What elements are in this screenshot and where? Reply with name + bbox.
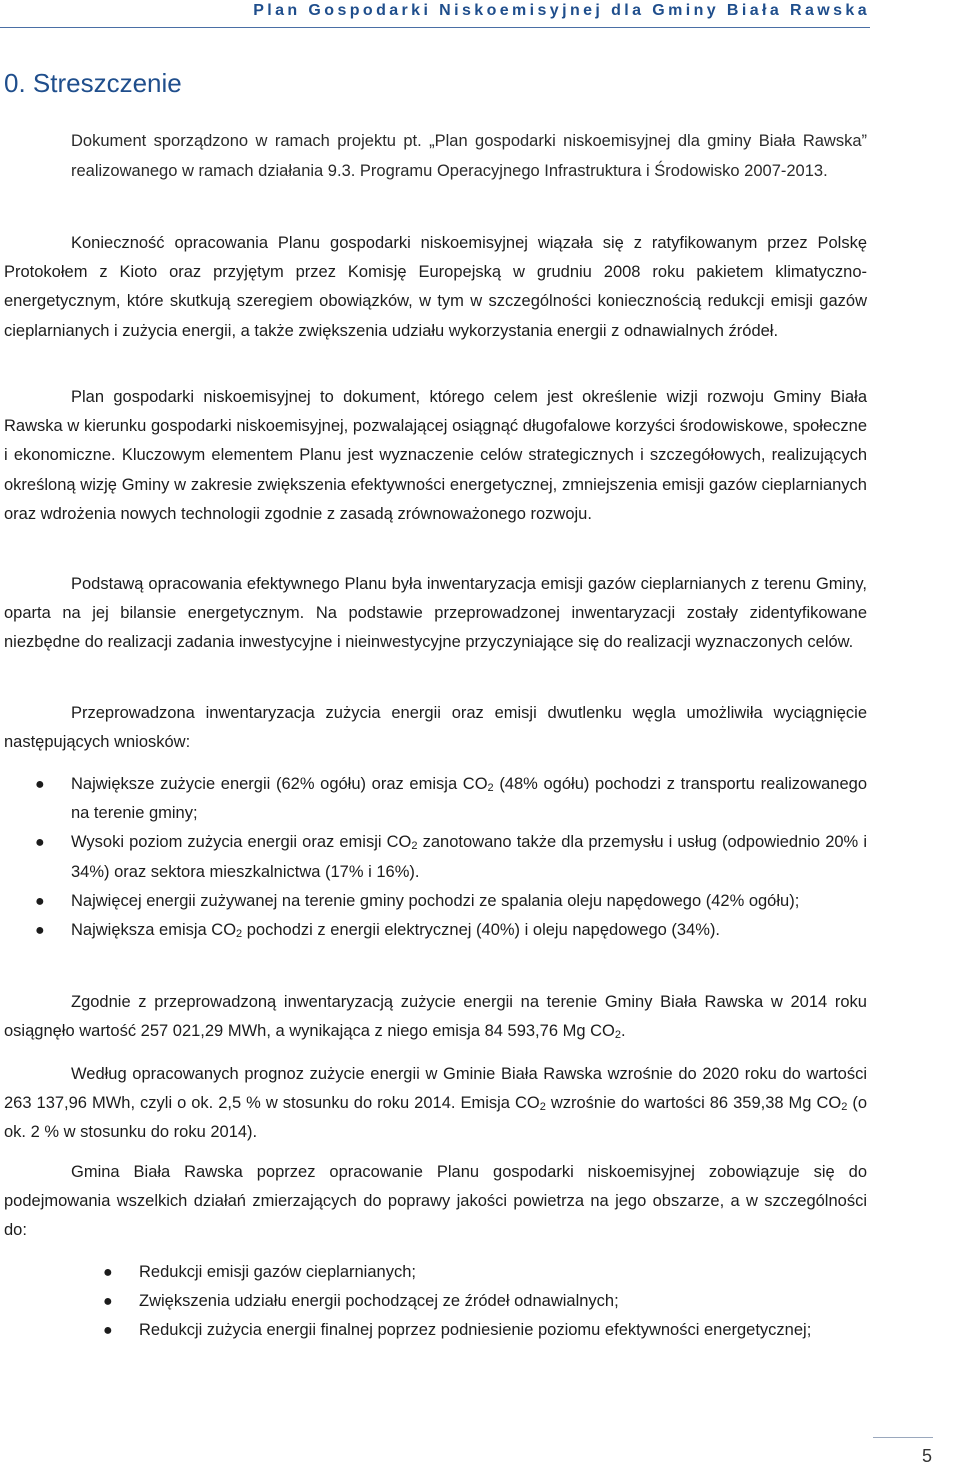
list-item: ● Wysoki poziom zużycia energii oraz emisji $CO_2$ zanotowano także dla przemysłu i usług (odpowiednio 20% i 34%) oraz sektora mieszkalnictwa (17% i 16%).	[71, 828, 867, 886]
list-item: ● Redukcji emisji gazów cieplarnianych;	[139, 1258, 867, 1287]
bullet-icon: ●	[35, 834, 45, 852]
bullet-icon: ●	[103, 1264, 113, 1281]
paragraph-commitment: Gmina Biała Rawska poprzez opracowanie Planu gospodarki niskoemisyjnej zobowiązuje się do podejmowania wszelkich działań zmierzających do poprawy jakości powietrza na jego obszarze, a w szczególności do:	[4, 1163, 867, 1240]
list-item: ● Najwięcej energii zużywanej na terenie gminy pochodzi ze spalania oleju napędowego (42% ogółu);	[71, 887, 867, 916]
list-item: ● Redukcji zużycia energii finalnej poprzez podniesienie poziomu efektywności energetycznej;	[139, 1316, 867, 1345]
paragraph-necessity: Konieczność opracowania Planu gospodarki niskoemisyjnej wiązała się z ratyfikowanym przez Polskę Protokołem z Kioto oraz przyjętym przez Komisję Europejską w grudniu 2008 roku pakietem klimatyczno-energetycznym, które skutkują szeregiem obowiązków, w tym w szczególności koniecznością redukcji emisji gazów cieplarnianych i zużycia energii, a także zwiększenia udziału wykorzystania energii z odnawialnych źródeł.	[4, 234, 867, 340]
paragraph-inventory-result: Zgodnie z przeprowadzoną inwentaryzacją zużycie energii na terenie Gminy Biała Rawska w 2014 roku osiągnęło wartość 257 021,29 MWh, a wynikająca z niego emisja 84 593,76 Mg $CO_2$.	[4, 993, 867, 1042]
intro-paragraph	[71, 127, 867, 186]
bullet-icon: ●	[103, 1293, 113, 1311]
paragraph-basis: Podstawą opracowania efektywnego Planu była inwentaryzacja emisji gazów cieplarnianych z terenu Gminy, oparta na jej bilansie energetycznym. Na podstawie przeprowadzonej inwentaryzacji zostały zidentyfikowane niezbędne do realizacji zadania inwestycyjne i nieinwestycyjne przyczyniające się do realizacji wyznaczonych celów.	[4, 575, 867, 652]
paragraph-inventory: Przeprowadzona inwentaryzacja zużycia energii oraz emisji dwutlenku węgla umożliwiła wyciągnięcie następujących wniosków:	[4, 704, 867, 752]
document-header: Plan Gospodarki Niskoemisyjnej dla Gminy Biała Rawska	[253, 2, 870, 19]
list-item: ● Największa emisja $CO_2$ pochodzi z energii elektrycznej (40%) i oleju napędowego (34%).	[71, 916, 867, 945]
bullet-icon: ●	[35, 922, 45, 940]
conclusions-list	[35, 770, 867, 945]
intro-text: Dokument sporządzono w ramach projektu pt. „Plan gospodarki niskoemisyjnej dla gminy Biała Rawska” realizowanego w ramach działania 9.3. Programu Operacyjnego Infrastruktura i Środowisko 2007-2013.	[71, 132, 867, 180]
section-title: 0. Streszczenie	[4, 68, 182, 98]
bullet-icon: ●	[35, 776, 45, 793]
paragraph-plan-definition: Plan gospodarki niskoemisyjnej to dokument, którego celem jest określenie wizji rozwoju Gminy Biała Rawska w kierunku gospodarki niskoemisyjnej, pozwalającej osiągnąć długofalowe korzyści środowiskowe, społeczne i ekonomiczne. Kluczowym elementem Planu jest wyznaczenie celów strategicznych i szczegółowych, realizujących określoną wizję Gminy w zakresie zwiększenia efektywności energetycznej, zmniejszenia emisji gazów cieplarnianych oraz wdrożenia nowych technologii zgodnie z zasadą zrównoważonego rozwoju.	[4, 388, 867, 523]
page-number: 5	[921, 1446, 932, 1466]
bullet-icon: ●	[103, 1322, 113, 1340]
page-number-divider	[873, 1437, 933, 1438]
header-divider	[0, 27, 870, 28]
list-item: ● Zwiększenia udziału energii pochodzącej ze źródeł odnawialnych;	[139, 1287, 867, 1316]
paragraph-forecast: Według opracowanych prognoz zużycie energii w Gminie Biała Rawska wzrośnie do 2020 roku do wartości 263 137,96 MWh, czyli o ok. 2,5 % w stosunku do roku 2014. Emisja $CO_2$ wzrośnie do wartości 86 359,38 Mg $CO_2$ (o ok. 2 % w stosunku do roku 2014).	[4, 1065, 868, 1142]
list-item: ● Największe zużycie energii (62% ogółu) oraz emisja $CO_2$ (48% ogółu) pochodzi z transportu realizowanego na terenie gminy;	[71, 770, 867, 828]
actions-list	[103, 1258, 867, 1346]
bullet-icon: ●	[35, 892, 45, 910]
